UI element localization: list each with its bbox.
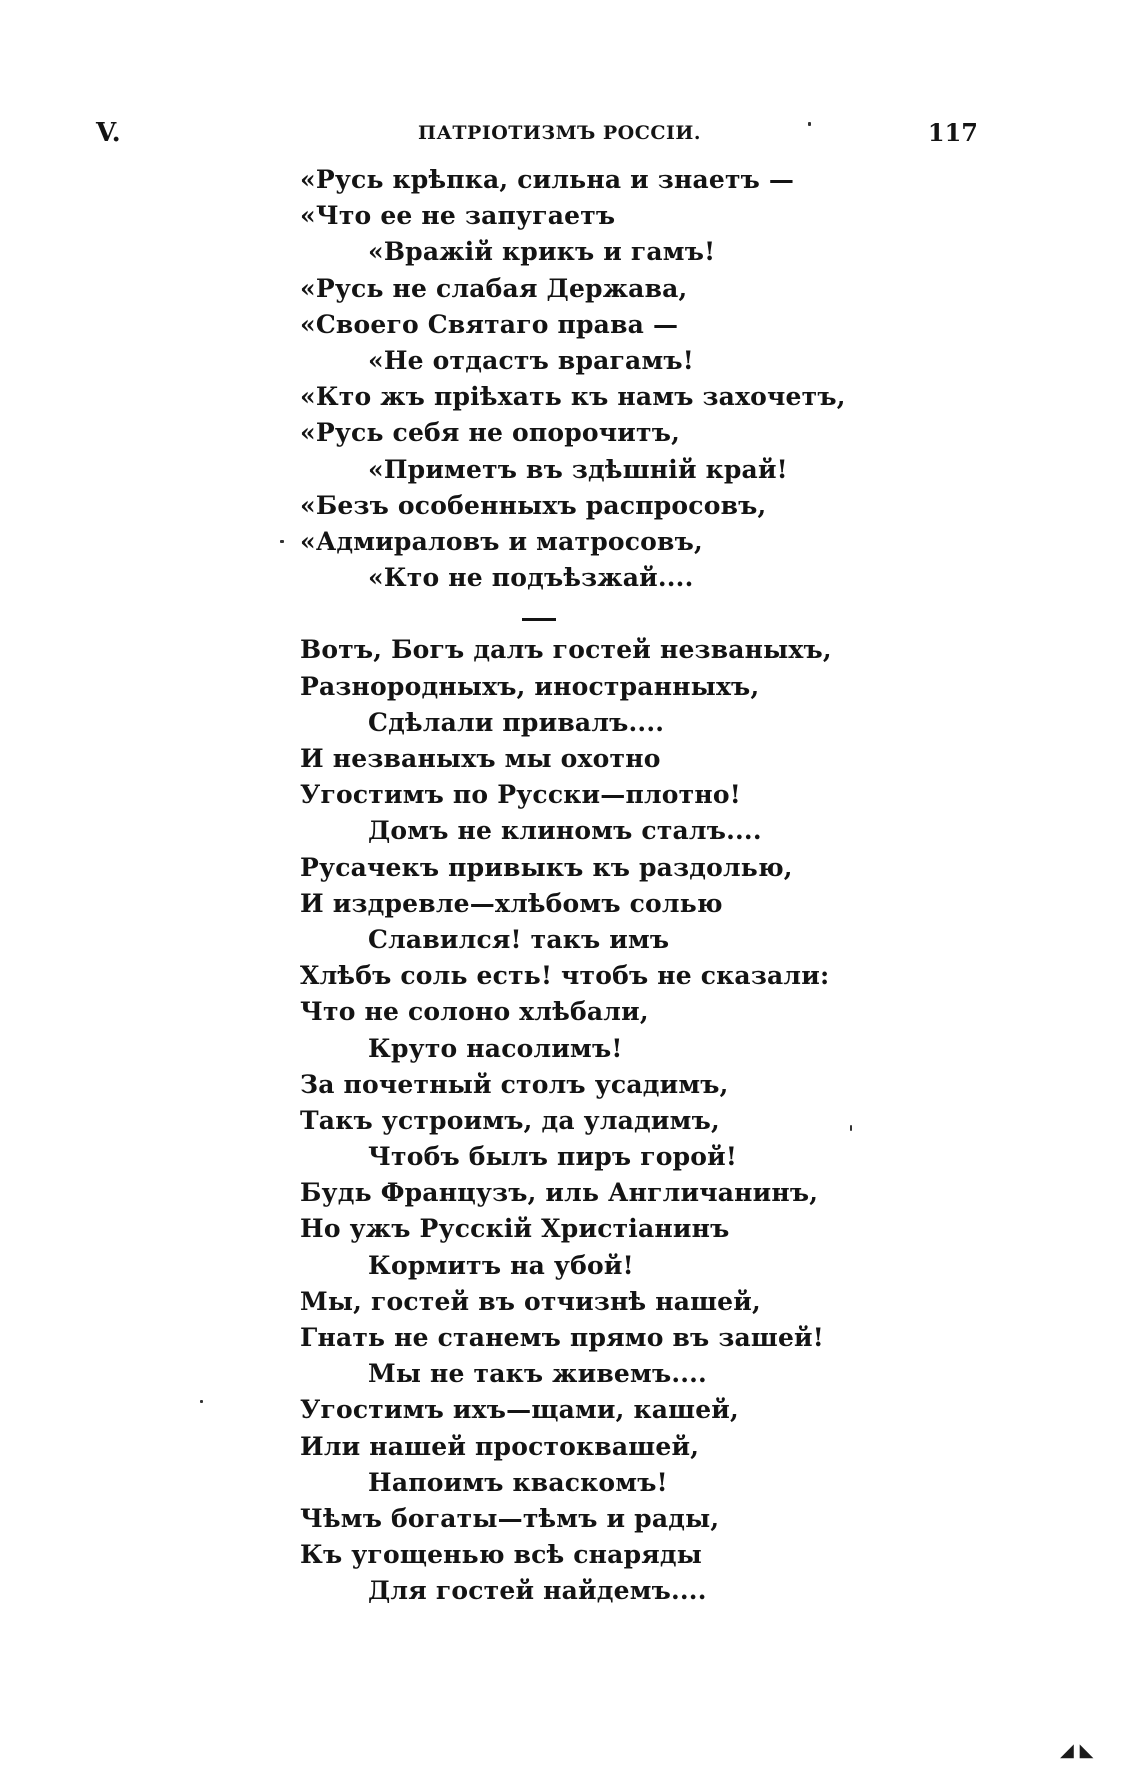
verse-line: Напоимъ квaскомъ! [368,1467,668,1497]
verse-line: За почетный столъ усадимъ, [300,1069,729,1099]
running-title: ПАТРІОТИЗМЪ РОССІИ. [418,122,701,144]
verse-line: Славился! такъ имъ [368,924,670,954]
verse-line: «Своего Святаго права — [300,309,679,339]
verse-line: Кормитъ на убой! [368,1250,634,1280]
verse-line: Чѣмъ богаты—тѣмъ и рады, [300,1503,720,1533]
verse-line: Круто насолимъ! [368,1033,623,1063]
stanza-1 [300,162,920,596]
verse-line: Хлѣбъ соль есть! чтобъ не сказали: [300,961,830,991]
verse-line: Къ угощенью всѣ снаряды [300,1540,703,1570]
corner-print-mark: ◢ ◣ [1060,1740,1094,1761]
verse-line: Чтобъ былъ пиръ горой! [368,1142,738,1172]
verse-line: «Русь крѣпка, сильна и знаетъ — [300,165,795,194]
scan-speck [850,1125,852,1131]
stanza-separator [300,596,920,632]
scan-speck [808,122,811,126]
page-number: 117 [927,118,978,147]
verse-line: Угостимъ по Русски—плотно! [300,780,741,810]
verse-line: «Что ее не запугаетъ [300,201,616,231]
separator-dash [522,618,556,621]
verse-line: Вотъ, Богъ далъ гостей незваныхъ, [300,635,832,665]
scan-speck [200,1400,203,1403]
verse-line: Или нашей простоквашей, [300,1431,700,1461]
verse-line: «Кто жъ пріѣхать къ намъ захочетъ, [300,382,846,412]
running-header [96,118,978,158]
verse-line: «Безъ особенныхъ распросовъ, [300,490,767,520]
verse-line: «Русь не слабая Держава, [300,273,688,303]
scan-speck [280,540,284,543]
verse-line: «Приметъ въ здѣшній край! [368,454,788,484]
verse-line: Домъ не клиномъ сталъ.... [368,816,762,846]
section-number: V. [96,118,121,148]
verse-line: Для гостей найдемъ.... [368,1576,707,1606]
verse-line: Русачекъ привыкъ къ раздолью, [300,852,793,882]
verse-line: И незваныхъ мы охотно [300,744,661,773]
verse-line: Но ужъ Русскій Христіанинъ [300,1214,730,1244]
verse-line: «Русь себя не опорочитъ, [300,418,681,448]
verse-line: Что не солоно хлѣбали, [300,997,649,1027]
verse-line: Мы, гостей въ отчизнѣ нашей, [300,1286,761,1316]
poem-body [300,162,920,1610]
verse-line: Разнородныхъ, иностранныхъ, [300,671,760,701]
verse-line: И издревле—хлѣбомъ солью [300,888,723,918]
verse-line: «Кто не подъѣзжай.... [368,563,694,593]
verse-line: Сдѣлали привалъ.... [368,707,665,737]
verse-line: «Не отдастъ врагамъ! [368,345,694,375]
verse-line: Будь Французъ, иль Англичанинъ, [300,1178,819,1208]
verse-line: Такъ устроимъ, да уладимъ, [300,1105,720,1135]
verse-line: «Вражій крикъ и гамъ! [368,237,716,267]
stanza-2 [300,632,920,1609]
verse-line: «Адмираловъ и матросовъ, [300,526,703,556]
verse-line: Гнать не станемъ прямо въ зашей! [300,1323,824,1352]
verse-line: Угостимъ ихъ—щами, кашей, [300,1395,739,1425]
verse-line: Мы не такъ живемъ.... [368,1359,707,1389]
